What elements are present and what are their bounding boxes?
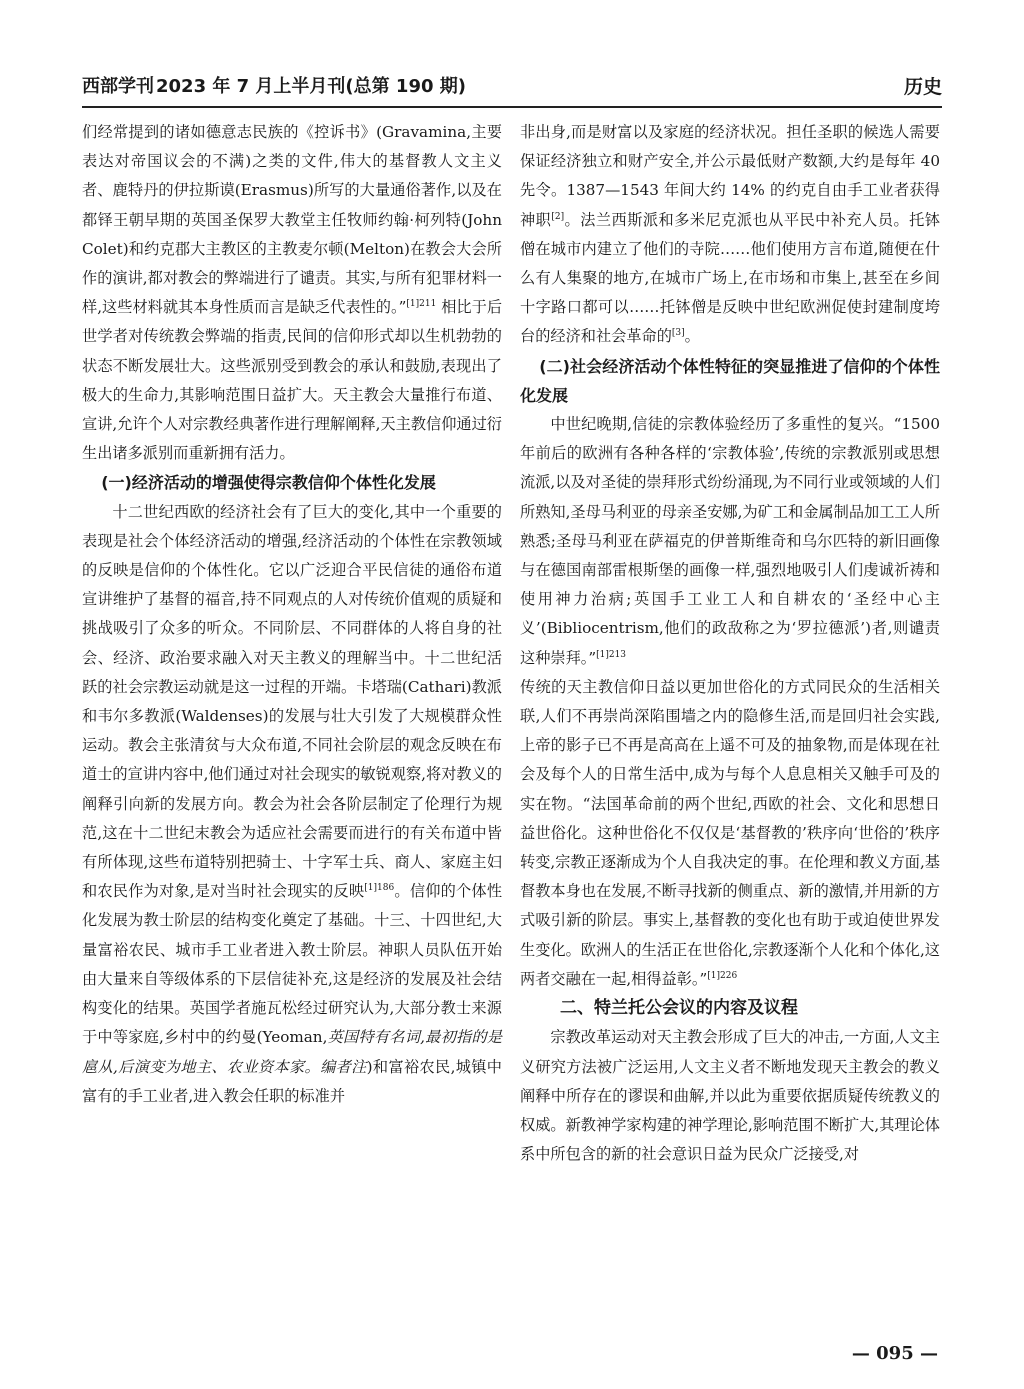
journal-logo: 西部学刊 [82, 76, 154, 97]
citation: [1]226 [707, 970, 738, 981]
paragraph-text: 非出身,而是财富以及家庭的经济状况。担任圣职的候选人需要保证经济独立和财产安全,并公示最低财产数额,大约是每年 40 先令。1387—1543 年间大约 14% 的约克自由手工业者获得神职 [520, 123, 940, 229]
journal-issue [82, 72, 466, 98]
paragraph-text: 。信仰的个体性化发展为教士阶层的结构变化奠定了基础。十三、十四世纪,大量富裕农民、城市手工业者进入教士阶层。神职人员队伍开始由大量来自等级体系的下层信徒补充,这是经济的发展及社会结构变化的结果。英国学者施瓦松经过研究认为,大部分教士来源于中等家庭,乡村中的约曼(Yeoman, [82, 882, 503, 1047]
paragraph: 宗教改革运动对天主教会形成了巨大的冲击,一方面,人文主义研究方法被广泛运用,人文主义者不断地发现天主教会的教义阐释中所存在的谬误和曲解,并以此为重要依据质疑传统教义的权威。新教神学家构建的神学理论,影响范围不断扩大,其理论体系中所包含的新的社会意识日益为民众广泛接受,对 [520, 1028, 940, 1164]
paragraph-text: 。法兰西斯派和多米尼克派也从平民中补充人员。托钵僧在城市内建立了他们的寺院……他们使用方言布道,随便在什么有人集聚的地方,在城市广场上,在市场和市集上,甚至在乡间十字路口都可以……托钵僧是反映中世纪欧洲促使封建制度垮台的经济和社会革命的 [520, 210, 941, 346]
paragraph-text: 。 [684, 327, 700, 346]
paragraph [82, 118, 502, 468]
paragraph-text: )和富裕农民,城镇中富有的手工业者,进入教会任职的标准并 [82, 1057, 502, 1105]
paragraph [520, 673, 940, 994]
paragraph-text: 中世纪晚期,信徒的宗教体验经历了多重性的复兴。“1500 年前后的欧洲有各种各样的‘宗教体验’,传统的宗教派别或思想流派,以及对圣徒的崇拜形式纷纷涌现,为不同行业或领域的人们所熟知,圣母马利亚的母亲圣安娜,为矿工和金属制品加工工人所熟悉;圣母马利亚在萨福克的伊普斯维奇和乌尔匹特的新旧画像与在德国南部雷根斯堡的画像一样,强烈地吸引人们虔诚祈祷和使用神力治病;英国手工业工人和自耕农的‘圣经中心主义’(Bibliocentrism,他们的政敌称之为‘罗拉德派’)者,则谴责这种崇拜。” [520, 415, 940, 667]
subsection-heading: (一)经济活动的增强使得宗教信仰个体性化发展 [101, 473, 436, 493]
paragraph [82, 498, 502, 1111]
page-number: — 095 — [851, 1343, 938, 1364]
left-column [82, 118, 502, 1111]
paragraph-text: 传统的天主教信仰日益以更加世俗化的方式同民众的生活相关联,人们不再崇尚深陷围墙之内的隐修生活,而是回归社会实践,上帝的影子已不再是高高在上遥不可及的抽象物,而是体现在社会及每个人的日常生活中,成为与每个人息息相关又触手可及的实在物。“法国革命前的两个世纪,西欧的社会、文化和思想日益世俗化。这种世俗化不仅仅是‘基督教的’秩序向‘世俗的’秩序转变,宗教正逐渐成为个人自我决定的事。在伦理和教义方面,基督教本身也在发展,不断寻找新的侧重点、新的激情,并用新的方式吸引新的阶层。事实上,基督教的变化也有助于或迫使世界发生变化。欧洲人的生活正在世俗化,宗教逐渐个人化和个体化,这两者交融在一起,相得益彰。” [520, 677, 940, 988]
citation: [3] [671, 328, 685, 339]
editor-note: 英国特有名词,最初指的是扈从,后演变为地主、农业资本家。编者注 [82, 1028, 503, 1076]
paragraph-text: 相比于后世学者对传统教会弊端的指责,民间的信仰形式却以生机勃勃的状态不断发展壮大。这些派别受到教会的承认和鼓励,表现出了极大的生命力,其影响范围日益扩大。天主教会大量推行布道、宣讲,允许个人对宗教经典著作进行理解阐释,天主教信仰通过衍生出诸多派别而重新拥有活力。 [82, 298, 503, 463]
section-label: 历史 [903, 76, 942, 98]
citation: [1]213 [596, 649, 627, 660]
citation: [2] [551, 211, 565, 222]
paragraph-text: 们经常提到的诸如德意志民族的《控诉书》(Gravamina,主要表达对帝国议会的不满)之类的文件,伟大的基督教人文主义者、鹿特丹的伊拉斯谟(Erasmus)所写的大量通俗著作,以及在都铎王朝早期的英国圣保罗大教堂主任牧师约翰·柯列特(John Colet)和约克郡大主教区的主教麦尔顿(Melton)在教会大会所作的演讲,都对教会的弊端进行了谴责。其实,与所有犯罪材料一样,这些材料就其本身性质而言是缺乏代表性的。” [82, 123, 502, 317]
paragraph [520, 118, 940, 352]
subsection-heading: (二)社会经济活动个体性特征的突显推进了信仰的个体性化发展 [520, 356, 940, 405]
citation: [1]211 [406, 299, 437, 310]
right-column [520, 118, 940, 1169]
citation: [1]186 [364, 883, 395, 894]
paragraph-text: 十二世纪西欧的经济社会有了巨大的变化,其中一个重要的表现是社会个体经济活动的增强,经济活动的个体性在宗教领域的反映是信仰的个体性化。它以广泛迎合平民信徒的通俗布道宣讲维护了基督的福音,持不同观点的人对传统价值观的质疑和挑战吸引了众多的听众。不同阶层、不同群体的人将自身的社会、经济、政治要求融入对天主教义的理解当中。十二世纪活跃的社会宗教运动就是这一过程的开端。卡塔瑞(Cathari)教派和韦尔多教派(Waldenses)的发展与壮大引发了大规模群众性运动。教会主张清贫与大众布道,不同社会阶层的观念反映在布道士的宣讲内容中,他们通过对社会现实的敏锐观察,将对教义的阐释引向新的发展方向。教会为社会各阶层制定了伦理行为规范,这在十二世纪末教会为适应社会需要而进行的有关布道中皆有所体现,这些布道特别把骑士、十字军士兵、商人、家庭主妇和农民作为对象,是对当时社会现实的反映 [82, 502, 502, 901]
issue-label: 2023 年 7 月上半月刊(总第 190 期) [156, 76, 466, 97]
section-heading: 二、特兰托公会议的内容及议程 [560, 998, 798, 1019]
paragraph [520, 410, 940, 673]
running-header [82, 70, 942, 108]
